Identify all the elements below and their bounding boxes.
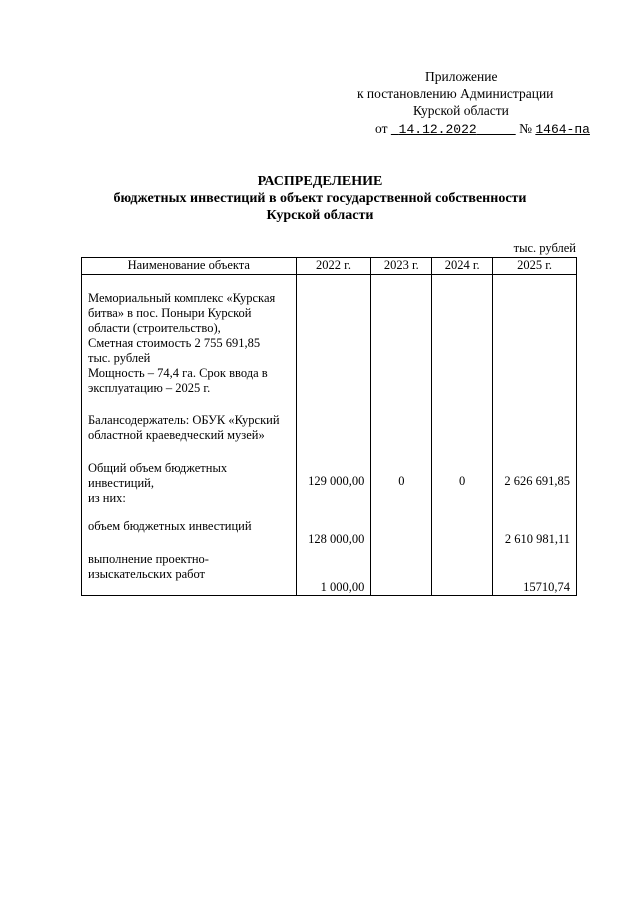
col-2024-cell xyxy=(432,275,493,596)
object-name xyxy=(88,291,296,396)
row-label-line: объем бюджетных инвестиций xyxy=(88,519,252,533)
document-subtitle-1: бюджетных инвестиций в объект государственной собственности xyxy=(113,191,527,206)
investment-volume-label xyxy=(88,519,296,534)
row-label-line: инвестиций, xyxy=(88,476,154,490)
row-label-line: выполнение проектно- xyxy=(88,552,209,566)
decree-number: 1464-па xyxy=(535,122,590,137)
object-name-line: тыс. рублей xyxy=(88,351,151,365)
col-2022-cell xyxy=(296,275,371,596)
col-header-2023: 2023 г. xyxy=(371,258,432,275)
document-subtitle-2: Курской области xyxy=(266,208,374,223)
object-description-cell xyxy=(82,275,297,596)
appendix-label: Приложение xyxy=(425,69,498,84)
units-label: тыс. рублей xyxy=(513,241,576,255)
balance-holder-line: областной краеведческий музей» xyxy=(88,428,265,442)
col-header-2022: 2022 г. xyxy=(296,258,371,275)
decree-date xyxy=(391,122,516,137)
object-name-line: области (строительство), xyxy=(88,321,221,335)
value-total-2024: 0 xyxy=(459,474,466,488)
number-prefix: № xyxy=(519,121,532,136)
col-header-2024: 2024 г. xyxy=(432,258,493,275)
decree-date-value: 14.12.2022 xyxy=(398,122,477,137)
row-label-line: из них: xyxy=(88,491,126,505)
row-label-line: Общий объем бюджетных xyxy=(88,461,228,475)
appendix-region-line: Курской области xyxy=(413,103,509,118)
balance-holder xyxy=(88,413,296,443)
decree-date-number xyxy=(375,121,590,138)
value-total-2025: 2 626 691,85 xyxy=(504,474,570,488)
object-name-line: Сметная стоимость 2 755 691,85 xyxy=(88,336,261,350)
col-2023-cell xyxy=(371,275,432,596)
value-investment-2022: 128 000,00 xyxy=(308,532,365,546)
investment-table xyxy=(81,257,577,596)
col-header-2025: 2025 г. xyxy=(493,258,577,275)
appendix-decree-line: к постановлению Администрации xyxy=(357,86,554,101)
total-investment-label xyxy=(88,461,296,506)
object-name-line: Мощность – 74,4 га. Срок ввода в xyxy=(88,366,268,380)
value-investment-2025: 2 610 981,11 xyxy=(504,532,570,546)
value-survey-2022: 1 000,00 xyxy=(320,580,365,594)
table-header-row xyxy=(82,258,577,275)
value-total-2023: 0 xyxy=(398,474,405,488)
object-name-line: битва» в пос. Поныри Курской xyxy=(88,306,252,320)
balance-holder-line: Балансодержатель: ОБУК «Курский xyxy=(88,413,280,427)
object-name-line: Мемориальный комплекс «Курская xyxy=(88,291,276,305)
col-header-object: Наименование объекта xyxy=(82,258,297,275)
col-2025-cell xyxy=(493,275,577,596)
document-title: РАСПРЕДЕЛЕНИЕ xyxy=(257,174,383,189)
value-survey-2025: 15710,74 xyxy=(523,580,570,594)
value-total-2022: 129 000,00 xyxy=(308,474,365,488)
design-survey-label xyxy=(88,552,296,582)
object-name-line: эксплуатацию – 2025 г. xyxy=(88,381,211,395)
table-body-row xyxy=(82,275,577,596)
row-label-line: изыскательских работ xyxy=(88,567,206,581)
date-prefix: от xyxy=(375,121,388,136)
